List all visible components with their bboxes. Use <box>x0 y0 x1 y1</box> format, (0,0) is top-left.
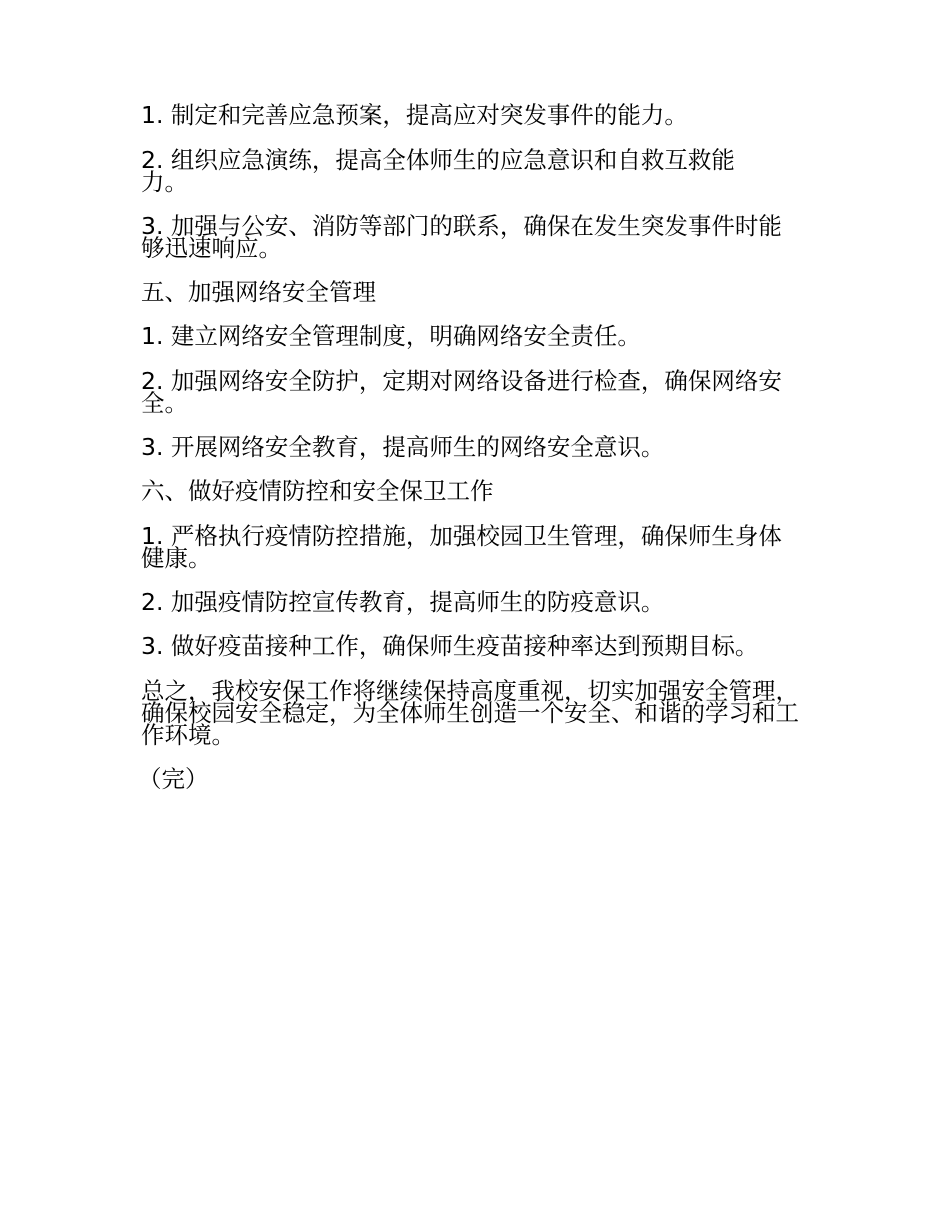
list-item-vaccination: 3. 做好疫苗接种工作，确保师生疫苗接种率达到预期目标。 <box>141 632 759 660</box>
end-mark: （完） <box>138 764 209 793</box>
list-item-epidemic-measures: 1. 严格执行疫情防控措施，加强校园卫生管理，确保师生身体健康。 <box>141 521 782 572</box>
list-item-emergency-drill: 2. 组织应急演练，提高全体师生的应急意识和自救互救能力。 <box>141 145 735 196</box>
list-item-epidemic-publicity: 2. 加强疫情防控宣传教育，提高师生的防疫意识。 <box>141 587 665 616</box>
list-item-network-education: 3. 开展网络安全教育，提高师生的网络安全意识。 <box>141 432 665 461</box>
list-item-emergency-plan: 1. 制定和完善应急预案，提高应对突发事件的能力。 <box>141 101 688 129</box>
closing-paragraph: 总之，我校安保工作将继续保持高度重视，切实加强安全管理，确保校园安全稳定，为全体师生创造一个安全、和谐的学习和工作环境。 <box>141 676 799 749</box>
document-body <box>138 101 816 793</box>
list-item-network-policy: 1. 建立网络安全管理制度，明确网络安全责任。 <box>141 322 641 350</box>
section-heading-epidemic-security: 六、做好疫情防控和安全保卫工作 <box>141 477 494 505</box>
list-item-network-protection: 2. 加强网络安全防护，定期对网络设备进行检查，确保网络安全。 <box>141 366 782 417</box>
list-item-police-liaison: 3. 加强与公安、消防等部门的联系，确保在发生突发事件时能够迅速响应。 <box>141 211 782 262</box>
section-heading-network-security: 五、加强网络安全管理 <box>141 277 376 306</box>
